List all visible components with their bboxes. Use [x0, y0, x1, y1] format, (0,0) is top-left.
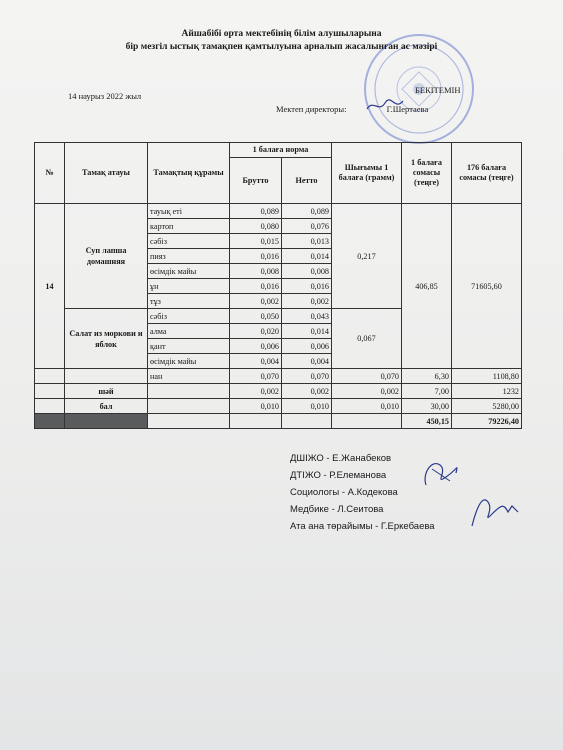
- header-dish: Тамақ атауы: [65, 143, 148, 204]
- header-netto: Нетто: [282, 158, 332, 204]
- netto-value: 0,008: [282, 264, 332, 279]
- day-number: 14: [35, 204, 65, 369]
- signature-line: Социологы - А.Кодекова: [290, 487, 398, 498]
- total-cost-all: 79226,40: [452, 414, 522, 429]
- document-title: [0, 28, 563, 54]
- brutto-value: 0,015: [230, 234, 282, 249]
- director-line: [276, 104, 428, 114]
- handwritten-signature-icon: [418, 455, 463, 493]
- ingredient-name: өсімдік майы: [148, 264, 230, 279]
- brutto-value: 0,089: [230, 204, 282, 219]
- brutto-value: 0,020: [230, 324, 282, 339]
- brutto-value: 0,006: [230, 339, 282, 354]
- netto-value: 0,010: [282, 399, 332, 414]
- total-row: [35, 414, 522, 429]
- table-row: [35, 369, 522, 384]
- netto-value: 0,014: [282, 249, 332, 264]
- signature-line: Медбике - Л.Сеитова: [290, 504, 384, 515]
- table-row: [35, 399, 522, 414]
- header-brutto: Брутто: [230, 158, 282, 204]
- cost-total: 1232: [452, 384, 522, 399]
- netto-value: 0,014: [282, 324, 332, 339]
- cost-total: 71605,60: [452, 204, 522, 369]
- ingredient-name: [148, 399, 230, 414]
- cost-per-child: 30,00: [402, 399, 452, 414]
- ingredient-name: сәбіз: [148, 234, 230, 249]
- menu-table: [34, 142, 522, 429]
- signature-line: Ата ана төрайымы - Г.Еркебаева: [290, 521, 435, 532]
- netto-value: 0,076: [282, 219, 332, 234]
- ingredient-name: тауық еті: [148, 204, 230, 219]
- brutto-value: 0,080: [230, 219, 282, 234]
- total-cost-per-child: 450,15: [402, 414, 452, 429]
- ingredient-name: алма: [148, 324, 230, 339]
- ingredient-name: картоп: [148, 219, 230, 234]
- brutto-value: 0,016: [230, 249, 282, 264]
- extra-dish: шәй: [65, 384, 148, 399]
- netto-value: 0,043: [282, 309, 332, 324]
- header-norm: 1 балаға норма: [230, 143, 332, 158]
- output-value: 0,002: [332, 384, 402, 399]
- brutto-value: 0,070: [230, 369, 282, 384]
- cost-per-child: 406,85: [402, 204, 452, 369]
- cost-total: 5280,00: [452, 399, 522, 414]
- director-label: Мектеп директоры:: [276, 104, 347, 114]
- netto-value: 0,016: [282, 279, 332, 294]
- header-composition: Тамақтың құрамы: [148, 143, 230, 204]
- dish-name: Суп лапша домашняя: [65, 204, 148, 309]
- brutto-value: 0,004: [230, 354, 282, 369]
- brutto-value: 0,008: [230, 264, 282, 279]
- output-value: 0,010: [332, 399, 402, 414]
- approve-label: БЕКІТЕМІН: [415, 85, 461, 95]
- signature-line: ДШІЖО - Е.Жанабеков: [290, 453, 392, 464]
- ingredient-name: нан: [148, 369, 230, 384]
- ingredient-name: ұн: [148, 279, 230, 294]
- ingredient-name: [148, 384, 230, 399]
- ingredient-name: өсімдік майы: [148, 354, 230, 369]
- netto-value: 0,089: [282, 204, 332, 219]
- handwritten-signature-icon: [468, 490, 528, 530]
- signature-line: ДТІЖО - Р.Елеманова: [290, 470, 387, 481]
- total-shaded-cell: [35, 414, 65, 429]
- ingredient-name: қант: [148, 339, 230, 354]
- brutto-value: 0,050: [230, 309, 282, 324]
- cost-total: 1108,80: [452, 369, 522, 384]
- extra-dish: бал: [65, 399, 148, 414]
- dish-output: 0,217: [332, 204, 402, 309]
- cost-per-child: 6,30: [402, 369, 452, 384]
- brutto-value: 0,002: [230, 294, 282, 309]
- header-num: №: [35, 143, 65, 204]
- brutto-value: 0,010: [230, 399, 282, 414]
- output-value: 0,070: [332, 369, 402, 384]
- netto-value: 0,002: [282, 294, 332, 309]
- header-cost176: 176 балаға сомасы (теңге): [452, 143, 522, 204]
- menu-date: 14 наурыз 2022 жыл: [68, 91, 142, 101]
- total-shaded-cell: [65, 414, 148, 429]
- director-signature-icon: [365, 97, 405, 115]
- extra-dish: [65, 369, 148, 384]
- netto-value: 0,013: [282, 234, 332, 249]
- dish-output: 0,067: [332, 309, 402, 369]
- header-output: Шығымы 1 балаға (грамм): [332, 143, 402, 204]
- header-cost1: 1 балаға сомасы (теңге): [402, 143, 452, 204]
- netto-value: 0,002: [282, 384, 332, 399]
- ingredient-name: пияз: [148, 249, 230, 264]
- title-line-1: Айшабібі орта мектебінің білім алушыларына: [181, 29, 382, 39]
- cost-per-child: 7,00: [402, 384, 452, 399]
- title-line-2: бір мезгіл ыстық тамақпен қамтылуына арналып жасалынған ас мәзірі: [125, 42, 438, 52]
- table-row: [35, 384, 522, 399]
- dish-name: Салат из моркови и яблок: [65, 309, 148, 369]
- netto-value: 0,004: [282, 354, 332, 369]
- ingredient-name: тұз: [148, 294, 230, 309]
- ingredient-name: сәбіз: [148, 309, 230, 324]
- netto-value: 0,006: [282, 339, 332, 354]
- brutto-value: 0,016: [230, 279, 282, 294]
- signatures-block: [290, 450, 435, 535]
- table-row: [35, 204, 522, 219]
- director-name: Г.Шертаева: [386, 104, 429, 114]
- netto-value: 0,070: [282, 369, 332, 384]
- brutto-value: 0,002: [230, 384, 282, 399]
